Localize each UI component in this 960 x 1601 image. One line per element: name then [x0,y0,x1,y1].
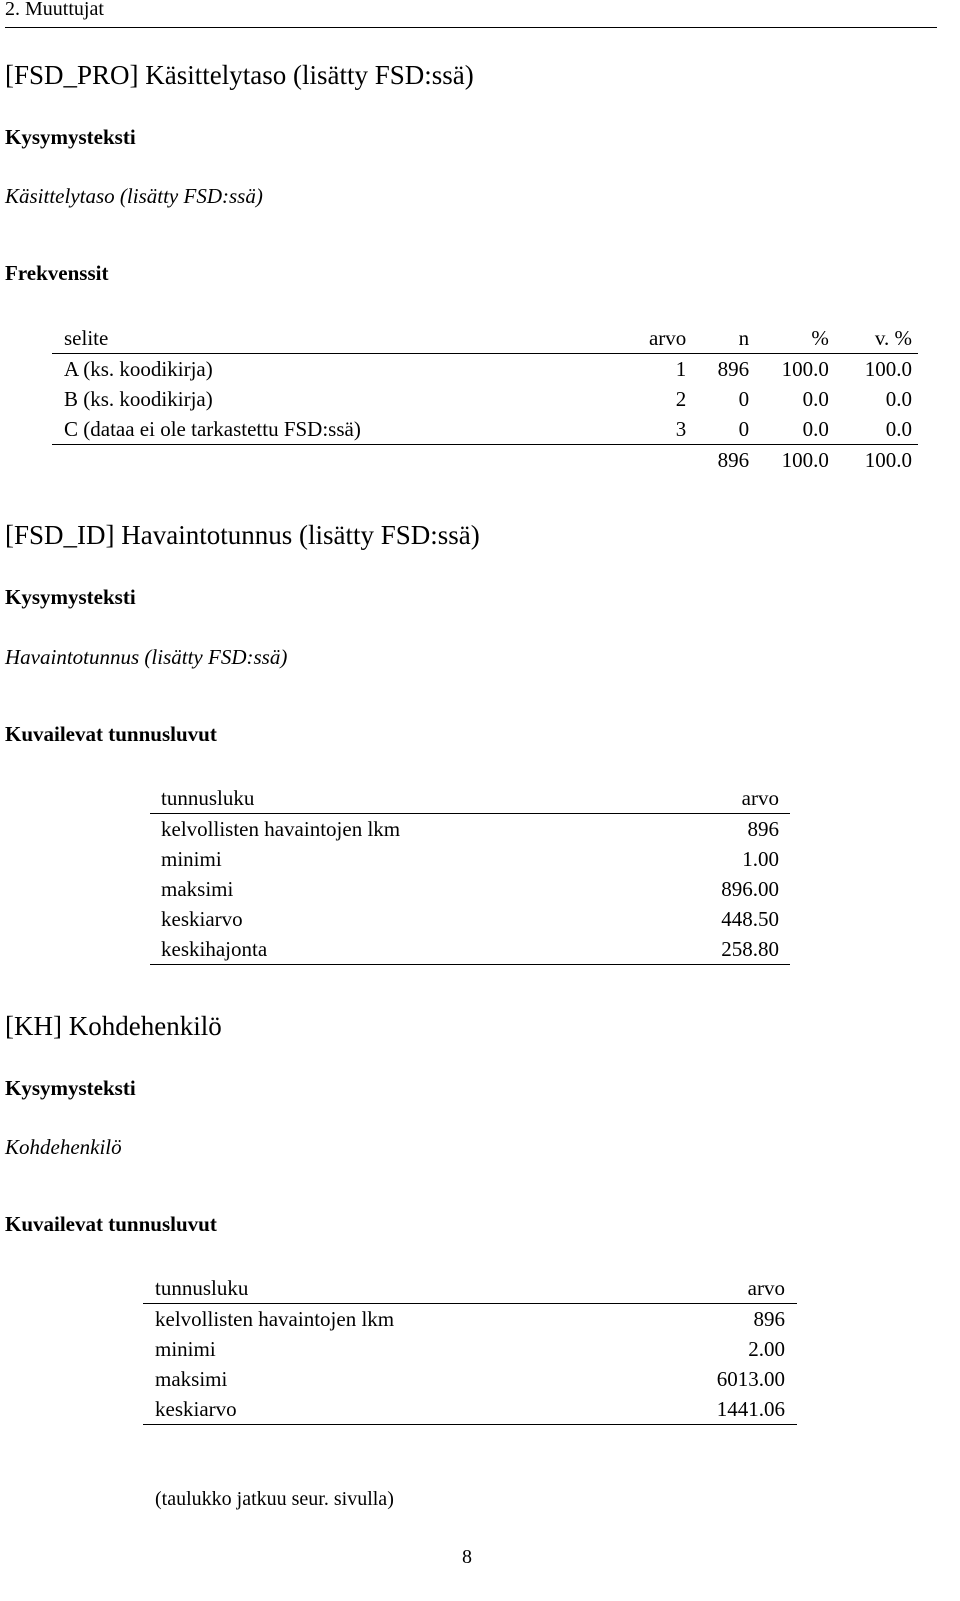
continuation-note: (taulukko jatkuu seur. sivulla) [155,1488,394,1510]
descriptive-table-fsd-id [150,783,790,965]
table-header-row [143,1273,797,1304]
table-row [52,384,918,414]
section-title-fsd-pro: [FSD_PRO] Käsittelytaso (lisätty FSD:ssä) [5,60,474,90]
cell-tunnusluku: maksimi [155,1367,228,1391]
cell-valid-percent: 0.0 [885,387,912,411]
col-header-arvo: arvo [623,1273,797,1304]
cell-selite: B (ks. koodikirja) [64,387,213,411]
cell-arvo: 448.50 [721,907,779,931]
section-title-fsd-id: [FSD_ID] Havaintotunnus (lisätty FSD:ssä) [5,520,480,550]
cell-arvo: 6013.00 [716,1367,785,1391]
table-row [143,1304,797,1335]
question-text-fsd-id: Havaintotunnus (lisätty FSD:ssä) [5,645,288,669]
chapter-header: 2. Muuttujat [5,0,104,20]
cell-tunnusluku: minimi [155,1337,216,1361]
cell-n: 0 [738,417,750,441]
table-row [150,904,790,934]
cell-percent: 0.0 [802,417,829,441]
cell-arvo: 1.00 [742,847,779,871]
cell-selite: A (ks. koodikirja) [64,357,213,381]
table-heading-fsd-pro: Frekvenssit [5,261,109,285]
cell-percent: 100.0 [781,357,829,381]
col-header-tunnusluku: tunnusluku [143,1273,623,1304]
cell-arvo: 1 [675,357,687,381]
cell-tunnusluku: keskihajonta [150,934,630,965]
cell-valid-percent: 0.0 [885,417,912,441]
question-heading-fsd-pro: Kysymysteksti [5,125,136,149]
cell-arvo: 896 [753,1307,785,1331]
table-heading-fsd-id: Kuvailevat tunnusluvut [5,722,217,746]
col-header-n: n [686,323,749,354]
cell-tunnusluku: keskiarvo [143,1394,623,1425]
question-heading-kh: Kysymysteksti [5,1076,136,1100]
question-text-kh: Kohdehenkilö [5,1135,122,1159]
cell-arvo: 896.00 [721,877,779,901]
descriptive-table-kh [143,1273,797,1425]
col-header-selite: selite [52,323,611,354]
total-n: 896 [686,445,749,476]
total-arvo [611,445,686,476]
col-header-arvo: arvo [630,783,790,814]
table-row [150,934,790,965]
table-row [143,1334,797,1364]
cell-percent: 0.0 [802,387,829,411]
total-valid-percent: 100.0 [829,445,918,476]
col-header-arvo: arvo [611,323,686,354]
col-header-valid-percent: v. % [829,323,918,354]
table-row [143,1394,797,1425]
table-row [150,874,790,904]
section-title-kh: [KH] Kohdehenkilö [5,1011,222,1041]
total-selite [52,445,611,476]
cell-valid-percent: 100.0 [864,357,912,381]
cell-arvo: 2 [675,387,687,411]
cell-n: 896 [717,357,750,381]
cell-arvo: 258.80 [630,934,790,965]
table-header-row [52,323,918,354]
table-header-row [150,783,790,814]
chapter-rule [5,27,937,28]
table-heading-kh: Kuvailevat tunnusluvut [5,1212,217,1236]
col-header-percent: % [749,323,829,354]
cell-selite: C (dataa ei ole tarkastettu FSD:ssä) [64,417,361,441]
cell-arvo: 2.00 [748,1337,785,1361]
question-text-fsd-pro: Käsittelytaso (lisätty FSD:ssä) [5,184,263,208]
table-row [143,1364,797,1394]
total-percent: 100.0 [749,445,829,476]
cell-n: 0 [738,387,750,411]
cell-tunnusluku: maksimi [161,877,234,901]
cell-tunnusluku: kelvollisten havaintojen lkm [155,1307,395,1331]
question-heading-fsd-id: Kysymysteksti [5,585,136,609]
cell-arvo: 896 [747,817,779,841]
cell-arvo: 1441.06 [623,1394,797,1425]
cell-tunnusluku: minimi [161,847,222,871]
table-row [150,814,790,845]
frequency-table-fsd-pro [52,323,918,475]
cell-tunnusluku: kelvollisten havaintojen lkm [161,817,401,841]
table-row [52,414,918,445]
col-header-tunnusluku: tunnusluku [150,783,630,814]
table-row [52,354,918,385]
page-number: 8 [462,1546,472,1568]
cell-tunnusluku: keskiarvo [161,907,243,931]
table-total-row [52,445,918,476]
table-row [150,844,790,874]
cell-arvo: 3 [675,417,687,441]
